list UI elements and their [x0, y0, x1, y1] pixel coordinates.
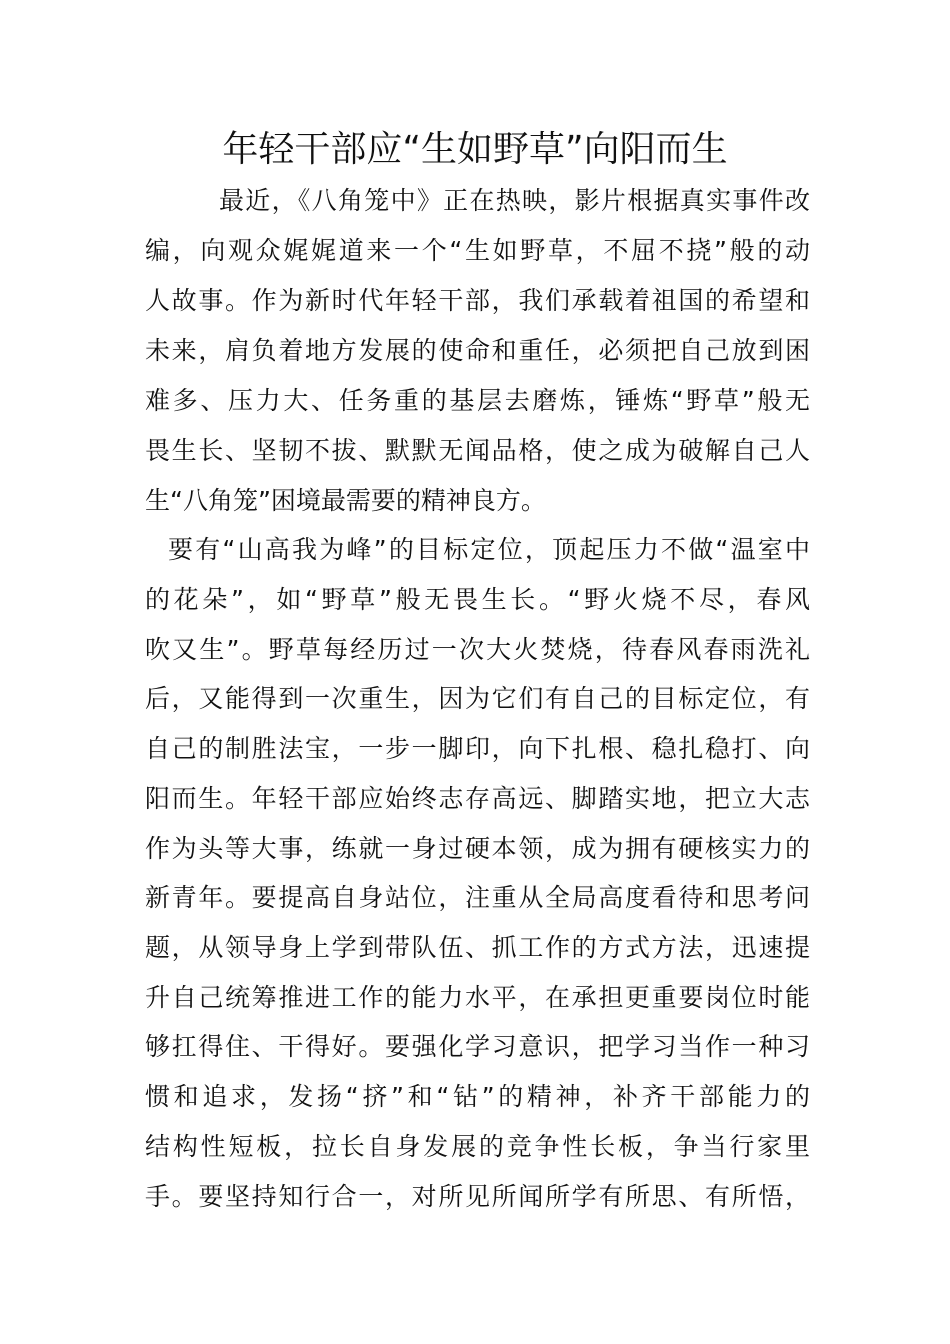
document-title: 年轻干部应“生如野草”向阳而生: [222, 129, 728, 170]
paragraph-2-line-11: 够扛得住、干得好。要强化学习意识，把学习当作一种习: [145, 1032, 810, 1061]
paragraph-1-line-6: 畏生长、坚韧不拔、默默无闻品格，使之成为破解自己人: [145, 436, 810, 465]
paragraph-2-line-10: 升自己统筹推进工作的能力水平，在承担更重要岗位时能: [145, 983, 810, 1012]
paragraph-1-line-7: 生“八角笼”困境最需要的精神良方。: [145, 486, 546, 515]
paragraph-2-line-14: 手。要坚持知行合一，对所见所闻所学有所思、有所悟，: [145, 1182, 810, 1211]
paragraph-2-line-12: 惯和追求，发扬“挤”和“钻”的精神，补齐干部能力的: [145, 1082, 810, 1111]
paragraph-2-line-3: 吹又生”。野草每经历过一次大火焚烧，待春风春雨洗礼: [145, 635, 810, 664]
paragraph-1-line-2: 编，向观众娓娓道来一个“生如野草，不屈不挠”般的动: [145, 236, 810, 265]
paragraph-2-line-4: 后，又能得到一次重生，因为它们有自己的目标定位，有: [145, 684, 810, 713]
paragraph-2-line-6: 阳而生。年轻干部应始终志存高远、脚踏实地，把立大志: [145, 784, 810, 813]
paragraph-1-line-4: 未来，肩负着地方发展的使命和重任，必须把自己放到困: [145, 336, 810, 365]
paragraph-2-line-8: 新青年。要提高自身站位，注重从全局高度看待和思考问: [145, 883, 810, 912]
paragraph-1-line-1: 最近，《八角笼中》正在热映，影片根据真实事件改: [219, 186, 810, 215]
paragraph-2-line-1: 要有“山高我为峰”的目标定位，顶起压力不做“温室中: [168, 535, 810, 564]
paragraph-2-line-2: 的花朵”，如“野草”般无畏生长。“野火烧不尽，春风: [145, 585, 810, 614]
paragraph-1-line-3: 人故事。作为新时代年轻干部，我们承载着祖国的希望和: [145, 286, 810, 315]
paragraph-2-line-9: 题，从领导身上学到带队伍、抓工作的方式方法，迅速提: [145, 933, 810, 962]
paragraph-2-line-5: 自己的制胜法宝，一步一脚印，向下扎根、稳扎稳打、向: [145, 734, 810, 763]
paragraph-2-line-13: 结构性短板，拉长自身发展的竞争性长板，争当行家里: [145, 1132, 810, 1161]
paragraph-2-line-7: 作为头等大事，练就一身过硬本领，成为拥有硬核实力的: [145, 834, 810, 863]
paragraph-1-line-5: 难多、压力大、任务重的基层去磨炼，锤炼“野草”般无: [145, 386, 810, 415]
